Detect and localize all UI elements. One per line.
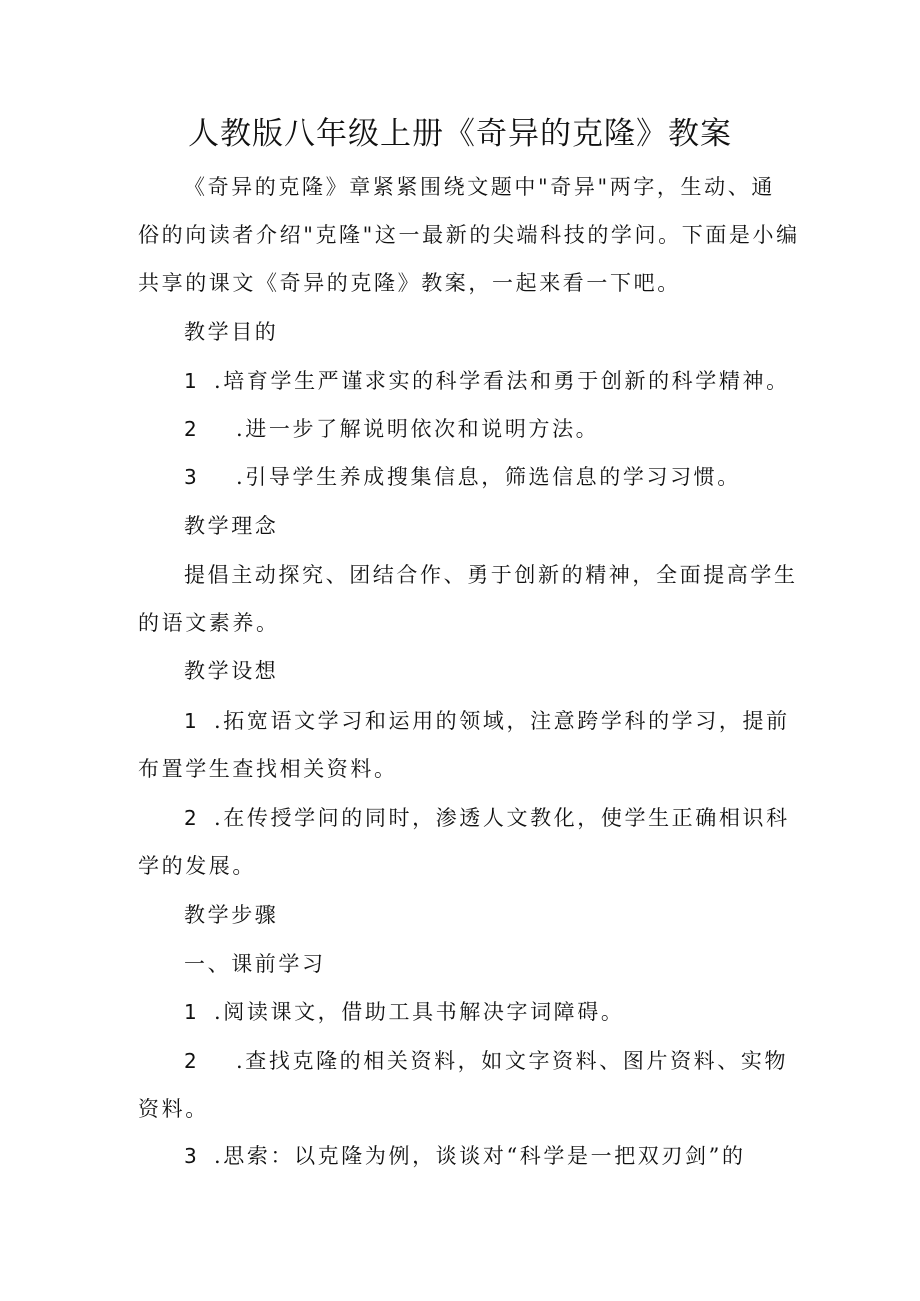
design-heading: 教学设想 bbox=[184, 659, 279, 683]
step-item-3 bbox=[184, 1140, 746, 1172]
philosophy-heading: 教学理念 bbox=[184, 514, 279, 538]
goals-heading: 教学目的 bbox=[184, 320, 279, 344]
design-item-1-line-2: 布置学生查找相关资料。 bbox=[138, 757, 398, 781]
step-item-2-line-1 bbox=[184, 1045, 788, 1077]
goal-item-3-text: .引导学生养成搜集信息，筛选信息的学习习惯。 bbox=[236, 465, 741, 489]
step-item-2-line-2: 资料。 bbox=[138, 1097, 209, 1121]
design-item-1-line-1 bbox=[184, 705, 790, 737]
goal-item-2-number: 2 bbox=[184, 417, 197, 441]
goal-item-2-text: .进一步了解说明依次和说明方法。 bbox=[236, 417, 600, 441]
step-item-1-number: 1 bbox=[184, 1000, 197, 1024]
goal-item-1-text: .培育学生严谨求实的科学看法和勇于创新的科学精神。 bbox=[214, 369, 790, 393]
step-item-2-text: .查找克隆的相关资料，如文字资料、图片资料、实物 bbox=[236, 1049, 789, 1073]
philosophy-line-1: 提倡主动探究、团结合作、勇于创新的精神，全面提高学生 bbox=[184, 563, 798, 587]
goal-item-1-number: 1 bbox=[184, 369, 197, 393]
design-item-2-number: 2 bbox=[184, 806, 197, 830]
goal-item-2 bbox=[184, 413, 599, 445]
step-item-2-number: 2 bbox=[184, 1049, 197, 1073]
design-item-1-text: .拓宽语文学习和运用的领域，注意跨学科的学习，提前 bbox=[214, 709, 790, 733]
step-item-3-text: .思索：以克隆为例，谈谈对“科学是一把双刃剑”的 bbox=[214, 1144, 746, 1168]
steps-subheading: 一、课前学习 bbox=[184, 952, 326, 976]
philosophy-line-2: 的语文素养。 bbox=[138, 611, 280, 635]
step-item-3-number: 3 bbox=[184, 1144, 197, 1168]
document-title: 人教版八年级上册《奇异的克隆》教案 bbox=[188, 116, 732, 152]
intro-line-2: 俗的向读者介绍"克隆"这一最新的尖端科技的学问。下面是小编 bbox=[138, 223, 800, 247]
design-item-2-line-1 bbox=[184, 802, 790, 834]
step-item-1 bbox=[184, 996, 624, 1028]
design-item-2-line-2: 学的发展。 bbox=[138, 854, 256, 878]
design-item-1-number: 1 bbox=[184, 709, 197, 733]
intro-line-1: 《奇异的克隆》章紧紧围绕文题中"奇异"两字，生动、通 bbox=[184, 175, 775, 199]
design-item-2-text: .在传授学问的同时，渗透人文教化，使学生正确相识科 bbox=[214, 806, 790, 830]
intro-line-3: 共享的课文《奇异的克隆》教案，一起来看一下吧。 bbox=[138, 271, 681, 295]
goal-item-1 bbox=[184, 365, 790, 397]
steps-heading: 教学步骤 bbox=[184, 903, 279, 927]
goal-item-3-number: 3 bbox=[184, 465, 197, 489]
step-item-1-text: .阅读课文，借助工具书解决字词障碍。 bbox=[214, 1000, 625, 1024]
goal-item-3 bbox=[184, 461, 741, 493]
